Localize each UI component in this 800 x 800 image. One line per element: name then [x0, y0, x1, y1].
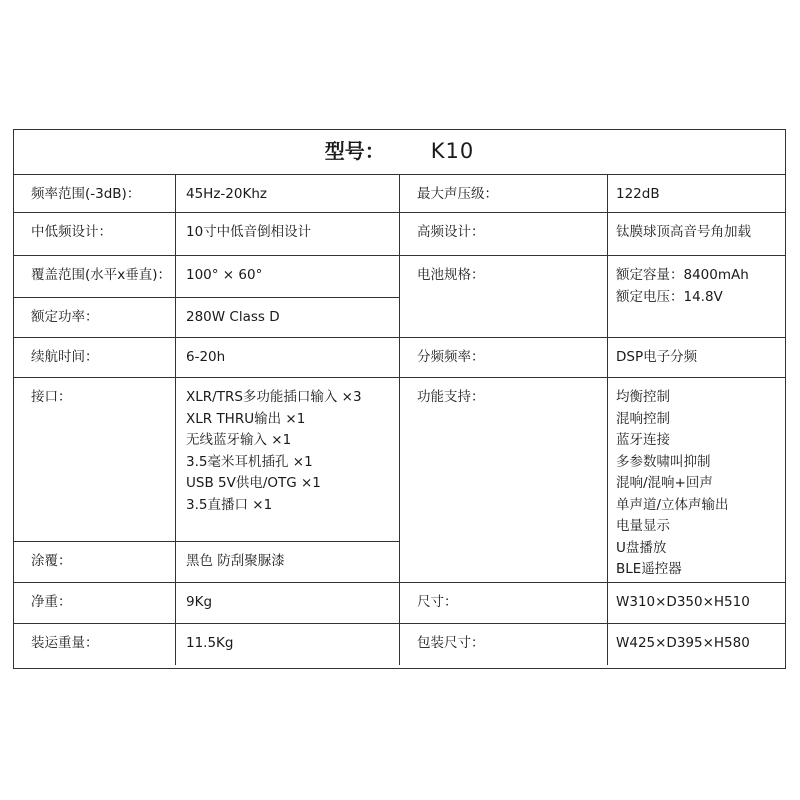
- package-size-label: 包装尺寸：: [400, 624, 608, 665]
- crossover-label: 分频频率：: [400, 338, 608, 378]
- coverage-label: 覆盖范围(水平x垂直)：: [14, 256, 176, 298]
- interface-item: 无线蓝牙输入 ×1: [186, 432, 292, 448]
- net-weight-value: 9Kg: [176, 583, 400, 624]
- battery-label: 电池规格：: [400, 256, 608, 338]
- net-weight-label: 净重：: [14, 583, 176, 624]
- dimensions-value: W310×D350×H510: [608, 583, 785, 624]
- ship-weight-value: 11.5Kg: [176, 624, 400, 665]
- interface-item: 3.5直播口 ×1: [186, 496, 273, 513]
- ship-weight-label: 装运重量：: [14, 624, 176, 665]
- coverage-value: 100° × 60°: [176, 256, 400, 298]
- battery-values: [608, 256, 785, 338]
- interface-item: 3.5毫米耳机插孔 ×1: [186, 453, 313, 470]
- model-name: K10: [430, 139, 475, 164]
- dimensions-label: 尺寸：: [400, 583, 608, 624]
- package-size-value: W425×D395×H580: [616, 635, 750, 651]
- feature-item: 混响控制: [616, 410, 670, 427]
- crossover-value: DSP电子分频: [608, 338, 785, 378]
- interface-item: XLR THRU输出 ×1: [186, 410, 306, 427]
- interface-item: USB 5V供电/OTG ×1: [186, 475, 321, 491]
- runtime-value: 6-20h: [176, 338, 400, 378]
- battery-capacity: 额定容量：8400mAh: [616, 267, 749, 283]
- spec-table: [13, 129, 786, 669]
- model-label: 型号：: [324, 139, 385, 164]
- interface-item: XLR/TRS多功能插口输入 ×3: [186, 389, 362, 405]
- high-freq-value: 钛膜球顶高音号角加载: [608, 213, 785, 256]
- feature-item: 蓝牙连接: [616, 432, 670, 448]
- title-cell: [14, 130, 785, 175]
- max-spl-label: 最大声压级：: [400, 175, 608, 213]
- rated-power-label: 额定功率：: [14, 298, 176, 338]
- feature-item: U盘播放: [616, 539, 667, 556]
- interfaces-label: 接口：: [14, 378, 176, 542]
- feature-item: 单声道/立体声输出: [616, 496, 729, 513]
- features-values: [608, 378, 785, 583]
- freq-range-value: 45Hz-20Khz: [176, 175, 400, 213]
- low-mid-label: 中低频设计：: [14, 213, 176, 256]
- feature-item: 多参数啸叫抑制: [616, 453, 711, 470]
- feature-item: 均衡控制: [616, 389, 670, 405]
- battery-voltage: 额定电压：14.8V: [616, 288, 723, 305]
- features-label: 功能支持：: [400, 378, 608, 583]
- feature-item: 电量显示: [616, 518, 670, 534]
- coating-value: 黑色 防刮聚脲漆: [176, 542, 400, 583]
- low-mid-value: 10寸中低音倒相设计: [176, 213, 400, 256]
- interfaces-values: [176, 378, 400, 542]
- freq-range-label: 频率范围(-3dB)：: [14, 175, 176, 213]
- high-freq-label: 高频设计：: [400, 213, 608, 256]
- coating-label: 涂覆：: [14, 542, 176, 583]
- feature-item: BLE遥控器: [616, 561, 682, 577]
- rated-power-value: 280W Class D: [176, 298, 400, 338]
- feature-item: 混响/混响+回声: [616, 475, 713, 491]
- max-spl-value: 122dB: [608, 175, 785, 213]
- runtime-label: 续航时间：: [14, 338, 176, 378]
